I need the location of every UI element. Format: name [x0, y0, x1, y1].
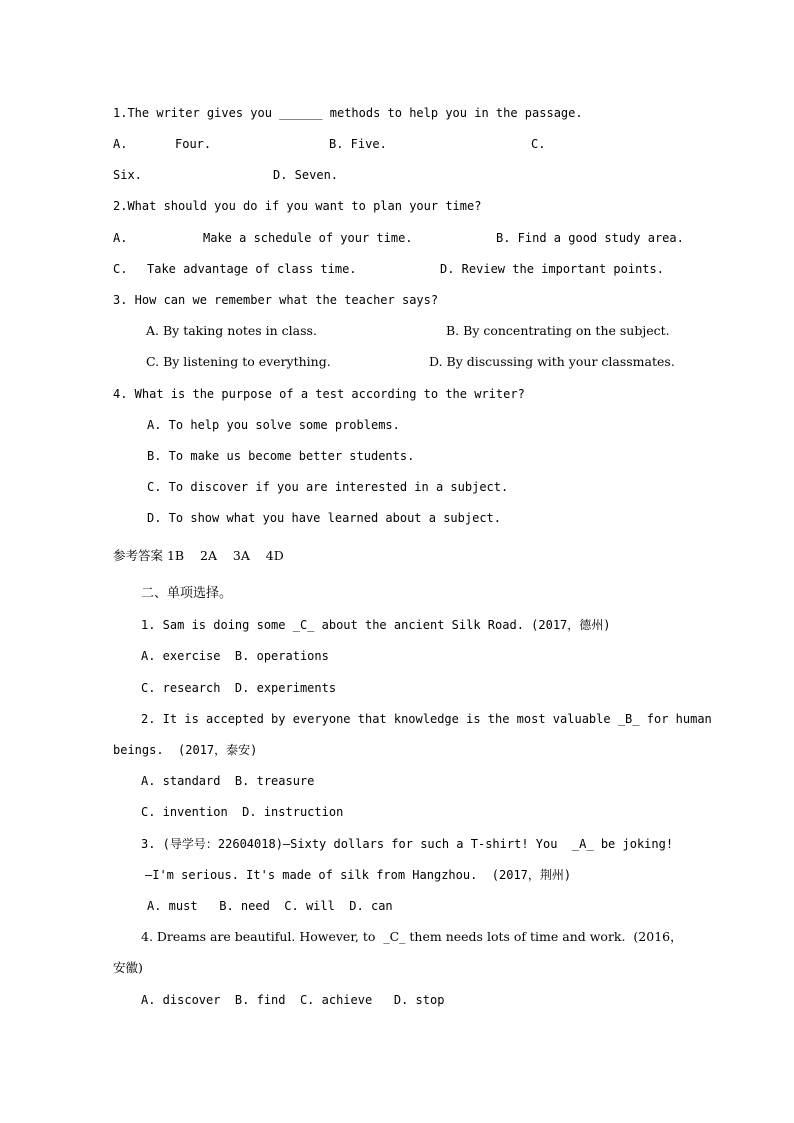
- q3-option-a: A. By taking notes in class.: [146, 323, 317, 338]
- mc-q2-options-ab: A. standard B. treasure: [141, 774, 315, 788]
- q3-option-b: B. By concentrating on the subject.: [446, 323, 670, 338]
- mc-q4-post: them needs lots of time and work. (2016，: [405, 929, 683, 944]
- question-3-stem: 3. How can we remember what the teacher says?: [113, 293, 439, 307]
- mc-q2-continuation: beings. (2017，泰安): [113, 743, 258, 757]
- mc-q1-pre: 1. Sam is doing some: [141, 618, 293, 632]
- mc-q2-options-cd: C. invention D. instruction: [141, 805, 344, 819]
- q4-option-a: A. To help you solve some problems.: [147, 418, 400, 432]
- question-4-stem: 4. What is the purpose of a test according to the writer?: [113, 387, 525, 401]
- q4-option-c: C. To discover if you are interested in a subject.: [147, 480, 509, 494]
- q4-option-d: D. To show what you have learned about a subject.: [147, 511, 502, 525]
- mc-question-3: [141, 836, 673, 852]
- mc-q4-options: A. discover B. find C. achieve D. stop: [141, 993, 445, 1007]
- q1-option-c-label: C.: [531, 137, 546, 151]
- q1-option-d: D. Seven.: [273, 168, 339, 182]
- mc-q2-answer-blank: _B_: [617, 712, 640, 726]
- mc-q1-answer-blank: _C_: [292, 618, 315, 632]
- mc-q3-options: A. must B. need C. will D. can: [147, 899, 393, 913]
- mc-q4-continuation: 安徽): [113, 960, 143, 975]
- mc-question-4: [141, 929, 683, 945]
- q2-option-d: D. Review the important points.: [440, 262, 664, 276]
- mc-q2-post: for human: [639, 712, 712, 726]
- q4-option-b: B. To make us become better students.: [147, 449, 415, 463]
- mc-q2-pre: 2. It is accepted by everyone that knowledge is the most valuable: [141, 712, 618, 726]
- q2-option-a-text: Make a schedule of your time.: [203, 231, 413, 245]
- mc-q1-options-ab: A. exercise B. operations: [141, 649, 329, 663]
- q1-option-a-label: A.: [113, 137, 128, 151]
- mc-q3-pre: 3. (导学号：22604018)—Sixty dollars for such a T-shirt! You: [141, 837, 572, 851]
- mc-q3-post: be joking!: [593, 837, 674, 851]
- section-heading: 二、单项选择。: [141, 586, 233, 601]
- q2-option-a-label: A.: [113, 231, 128, 245]
- q2-option-c-label: C.: [113, 262, 128, 276]
- question-2-stem: 2.What should you do if you want to plan your time?: [113, 199, 482, 213]
- q2-option-b: B. Find a good study area.: [496, 231, 684, 245]
- question-1-stem: 1.The writer gives you ______ methods to help you in the passage.: [113, 106, 583, 120]
- answer-key: 参考答案 1B 2A 3A 4D: [113, 548, 284, 563]
- mc-q4-answer-blank: _C_: [383, 929, 406, 944]
- mc-q1-options-cd: C. research D. experiments: [141, 681, 337, 695]
- mc-q1-post: about the ancient Silk Road. (2017，德州): [314, 618, 611, 632]
- mc-q3-continuation: —I'm serious. It's made of silk from Hangzhou. (2017，荆州): [145, 868, 572, 882]
- q2-option-c-text: Take advantage of class time.: [147, 262, 357, 276]
- q3-option-d: D. By discussing with your classmates.: [429, 354, 675, 369]
- q1-option-c-text: Six.: [113, 168, 142, 182]
- mc-question-2: [141, 711, 712, 727]
- mc-q3-answer-blank: _A_: [571, 837, 594, 851]
- q1-option-b: B. Five.: [329, 137, 387, 151]
- q1-option-a-text: Four.: [175, 137, 212, 151]
- q3-option-c: C. By listening to everything.: [146, 354, 331, 369]
- mc-question-1: [141, 617, 611, 633]
- mc-q4-pre: 4. Dreams are beautiful. However, to: [141, 929, 384, 944]
